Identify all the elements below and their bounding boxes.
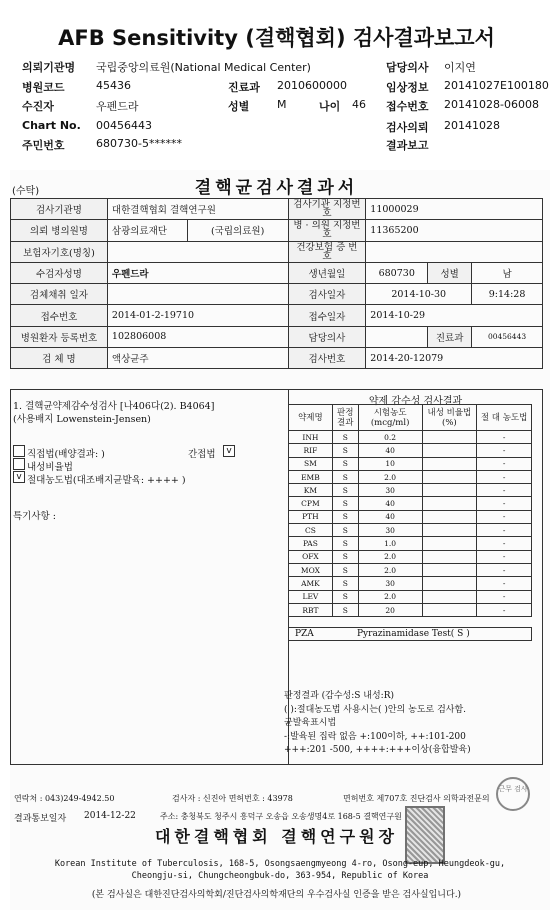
clinical-info-value: 20141027E100180 — [444, 79, 549, 92]
table-cell: 40 — [358, 497, 422, 510]
request-institution-label: 의뢰기관명 — [22, 61, 76, 74]
table-cell: - — [477, 590, 532, 603]
patient-name-value: 우펜드라 — [107, 262, 288, 283]
table-cell: 2.0 — [358, 550, 422, 563]
indirect-method-checkbox: v — [223, 445, 235, 457]
lab-designation-value: 11000029 — [366, 199, 543, 220]
table-cell: RIF — [289, 444, 333, 457]
lab-name-value: 대한결핵협회 결핵연구원 — [107, 199, 288, 220]
receipt-no-value: 20141028-06008 — [444, 98, 539, 111]
copy-mark: (수탁) — [12, 186, 40, 197]
table-cell: S — [332, 484, 358, 497]
sex-label: 성별 — [228, 100, 250, 113]
table-row — [289, 577, 532, 590]
contact-info: 연락처 : 043)249-4942.50 — [14, 794, 115, 803]
patient-info-table — [10, 198, 543, 369]
table-cell: AMK — [289, 577, 333, 590]
table-cell: 2.0 — [358, 563, 422, 576]
table-cell: KM — [289, 484, 333, 497]
table-cell — [422, 510, 477, 523]
table-cell: 1.0 — [358, 537, 422, 550]
table-cell: S — [332, 537, 358, 550]
result-report-label: 결과보고 — [386, 139, 429, 152]
table-cell: S — [332, 470, 358, 483]
judgement-notes — [284, 690, 471, 758]
chart-no-value: 00456443 — [96, 119, 152, 132]
table-cell: INH — [289, 431, 333, 444]
table-cell: 40 — [358, 510, 422, 523]
recipient-value: 우펜드라 — [96, 100, 139, 113]
col-resistance-ratio: 내성 비율법(%) — [422, 405, 477, 431]
birthdate-key: 생년월일 — [288, 262, 366, 283]
table-cell — [422, 563, 477, 576]
examiner-info: 검사자 : 신진아 면허번호 : 43978 — [172, 794, 293, 803]
table-row — [289, 431, 532, 444]
table-cell — [422, 537, 477, 550]
specimen-value: 액상균주 — [107, 348, 288, 369]
lab-name-key: 검사기관명 — [11, 199, 108, 220]
test-item-line1: 1. 결핵균약제감수성검사 [나406다(2). B4064] — [13, 401, 215, 412]
table-cell: 2.0 — [358, 470, 422, 483]
col-drug: 약제명 — [289, 405, 333, 431]
health-insurance-value — [366, 241, 543, 262]
certification-stamp: 근무 검사 — [496, 777, 530, 811]
absolute-concentration-checkbox: v — [13, 471, 25, 483]
table-cell — [422, 590, 477, 603]
exam-date-key: 검사일자 — [288, 284, 366, 305]
age-label: 나이 — [319, 100, 341, 113]
certification-disclaimer: (본 검사실은 대한진단검사의학회/진단검사의학재단의 우수검사실 인증을 받은 검사실입니다.) — [91, 890, 462, 900]
institute-address-line1: Korean Institute of Tuberculosis, 168-5, Osongsaengmyeong 4-ro, Osong-eup, Heungdeok-gu, — [54, 859, 506, 869]
registration-number-value: 102806008 — [107, 326, 288, 347]
table-cell: - — [477, 444, 532, 457]
table-cell: S — [332, 457, 358, 470]
table-cell: S — [332, 431, 358, 444]
issue-date-label: 결과통보일자 — [14, 814, 67, 824]
receipt-date-value: 2014-10-29 — [366, 305, 543, 326]
institute-address-line2: Cheongju-si, Chungcheongbuk-do, 363-954, Republic of Korea — [131, 871, 429, 881]
exam-request-value: 20141028 — [444, 119, 500, 132]
exam-time-value: 9:14:28 — [472, 284, 543, 305]
table-cell: 10 — [358, 457, 422, 470]
hospital-designation-key: 병 · 의원 지정번호 — [288, 220, 366, 241]
table-cell: S — [332, 603, 358, 616]
table-cell: - — [477, 577, 532, 590]
table-cell: OFX — [289, 550, 333, 563]
table-cell: CS — [289, 524, 333, 537]
col-judgement: 판정 결과 — [332, 405, 358, 431]
table-cell: PTH — [289, 510, 333, 523]
requesting-hospital-key: 의뢰 병의원명 — [11, 220, 108, 241]
resident-no-value: 680730-5****** — [96, 137, 182, 150]
table-row — [289, 524, 532, 537]
clinical-info-label: 임상정보 — [386, 81, 429, 94]
exam-number-value: 2014-20-12079 — [366, 348, 543, 369]
table-cell: S — [332, 550, 358, 563]
collection-date-key: 검체채취 일자 — [11, 284, 108, 305]
table-cell: - — [477, 563, 532, 576]
sensitivity-table — [288, 404, 532, 617]
judgement-line3: 균발육표시법 — [284, 718, 337, 729]
table-cell: CPM — [289, 497, 333, 510]
table-row — [289, 590, 532, 603]
table-cell: PAS — [289, 537, 333, 550]
insurance-key: 보험자기호(명칭) — [11, 241, 108, 262]
table-row — [289, 457, 532, 470]
table-cell: - — [477, 510, 532, 523]
table-cell — [422, 431, 477, 444]
test-item-line2: (사용배지 Lowenstein-Jensen) — [13, 414, 151, 425]
table-row — [289, 537, 532, 550]
table-cell: - — [477, 497, 532, 510]
table-row — [289, 497, 532, 510]
specimen-key: 검 체 명 — [11, 348, 108, 369]
resistance-ratio-checkbox — [13, 458, 25, 470]
receipt-number-key: 접수번호 — [11, 305, 108, 326]
table-cell: SM — [289, 457, 333, 470]
table-row — [289, 510, 532, 523]
page-title: AFB Sensitivity (결핵협회) 검사결과보고서 — [58, 26, 495, 50]
table-cell: 30 — [358, 484, 422, 497]
table-cell: 30 — [358, 577, 422, 590]
table-cell: RBT — [289, 603, 333, 616]
hospital-designation-value: 11365200 — [366, 220, 543, 241]
exam-date-value: 2014-10-30 — [366, 284, 472, 305]
sex-key: 성별 — [428, 262, 472, 283]
table-cell — [422, 524, 477, 537]
report-title: 결핵균검사결과서 — [194, 178, 359, 198]
absolute-concentration-label: 절대농도법(대조배지균발육: ++++ ) — [27, 475, 186, 486]
chart-no-label: Chart No. — [22, 119, 81, 132]
institute-address-english — [30, 858, 530, 882]
address-info: 주소: 충청북도 청주시 흥덕구 오송읍 오송생명4로 168-5 결핵연구원 — [160, 812, 402, 821]
health-insurance-key: 건강보험 증 번 호 — [288, 241, 366, 262]
request-institution-value: 국립중앙의료원(National Medical Center) — [96, 61, 311, 74]
table-cell: - — [477, 470, 532, 483]
insurance-value — [107, 241, 288, 262]
table-cell: 30 — [358, 524, 422, 537]
special-notes-label: 특기사항 : — [13, 511, 56, 522]
table-cell: S — [332, 563, 358, 576]
collection-date-value — [107, 284, 288, 305]
pza-label: PZA — [295, 629, 314, 639]
table-cell — [422, 577, 477, 590]
dept-label: 진료과 — [228, 81, 260, 94]
table-cell — [422, 457, 477, 470]
table-row — [289, 484, 532, 497]
col-concentration: 시험농도 (mcg/ml) — [358, 405, 422, 431]
table-row — [289, 603, 532, 616]
table-row — [289, 550, 532, 563]
table-cell: S — [332, 497, 358, 510]
table-cell: - — [477, 550, 532, 563]
table-cell: - — [477, 484, 532, 497]
requesting-hospital-value: 삼광의료재단 — [107, 220, 187, 241]
table-cell: - — [477, 457, 532, 470]
table-cell: - — [477, 524, 532, 537]
table-cell — [422, 550, 477, 563]
table-cell: - — [477, 603, 532, 616]
doctor-value-cell — [366, 326, 428, 347]
sensitivity-title: 약제 감수성 검사결과 — [368, 396, 463, 407]
table-row — [289, 563, 532, 576]
table-cell — [422, 497, 477, 510]
dept-value: 2010600000 — [277, 79, 347, 92]
direct-method-label: 직접법(배양결과: ) — [27, 449, 105, 460]
birthdate-value: 680730 — [366, 262, 428, 283]
table-cell: 0.2 — [358, 431, 422, 444]
hospital-code-value: 45436 — [96, 79, 131, 92]
age-value: 46 — [352, 98, 366, 111]
doctor-value: 이지연 — [444, 61, 476, 74]
table-cell — [422, 444, 477, 457]
judgement-line1: 판정결과 (감수성:S 내성:R) — [284, 691, 394, 701]
table-cell: S — [332, 590, 358, 603]
lab-designation-key: 검사기관 지정번호 — [288, 199, 366, 220]
department-value: 00456443 — [472, 326, 543, 347]
table-row — [289, 444, 532, 457]
table-cell — [422, 470, 477, 483]
table-cell: 20 — [358, 603, 422, 616]
issue-date-value: 2014-12-22 — [84, 811, 136, 821]
table-cell — [422, 603, 477, 616]
receipt-no-label: 접수번호 — [386, 100, 429, 113]
direct-method-checkbox — [13, 445, 25, 457]
indirect-method-label: 간접법 — [188, 449, 216, 460]
institute-name-korean: 대한결핵협회 결핵연구원장 — [154, 827, 399, 846]
sex-value-cell: 남 — [472, 262, 543, 283]
table-cell: S — [332, 510, 358, 523]
table-cell: S — [332, 444, 358, 457]
resident-no-label: 주민번호 — [22, 139, 65, 152]
table-cell: S — [332, 577, 358, 590]
exam-number-key: 검사번호 — [288, 348, 366, 369]
registration-number-key: 병원환자 등록번호 — [11, 326, 108, 347]
pza-row — [288, 627, 532, 641]
judgement-line5: +++:201 -500, ++++:+++이상(융합발육) — [284, 745, 471, 756]
table-cell: 2.0 — [358, 590, 422, 603]
receipt-date-key: 접수일자 — [288, 305, 366, 326]
sex-value: M — [277, 98, 287, 111]
table-cell: S — [332, 524, 358, 537]
hospital-code-label: 병원코드 — [22, 81, 65, 94]
table-cell: - — [477, 537, 532, 550]
exam-request-label: 검사의뢰 — [386, 121, 429, 134]
doctor-label: 담당의사 — [386, 61, 429, 74]
patient-name-key: 수검자성명 — [11, 262, 108, 283]
receipt-number-value: 2014-01-2-19710 — [107, 305, 288, 326]
license-info: 면허번호 제707호 진단검사 의학과전문의 — [343, 794, 490, 803]
recipient-label: 수진자 — [22, 100, 54, 113]
table-cell: 40 — [358, 444, 422, 457]
department-key: 진료과 — [428, 326, 472, 347]
table-cell: LEV — [289, 590, 333, 603]
resistance-ratio-label: 내성비율법 — [27, 462, 73, 473]
table-row — [289, 470, 532, 483]
judgement-line4: -:발육된 집락 없음 +:100이하, ++:101-200 — [284, 731, 466, 742]
judgement-line2: ( ):절대농도법 사용시는( )안의 농도로 검사함. — [284, 704, 467, 715]
table-cell — [422, 484, 477, 497]
pza-value: Pyrazinamidase Test( S ) — [357, 629, 470, 639]
table-cell: - — [477, 431, 532, 444]
requesting-hospital-note: (국립의료원) — [187, 220, 288, 241]
table-cell: EMB — [289, 470, 333, 483]
doctor-key: 담당의사 — [288, 326, 366, 347]
table-cell: MOX — [289, 563, 333, 576]
col-absolute: 절 대 농도법 — [477, 405, 532, 431]
